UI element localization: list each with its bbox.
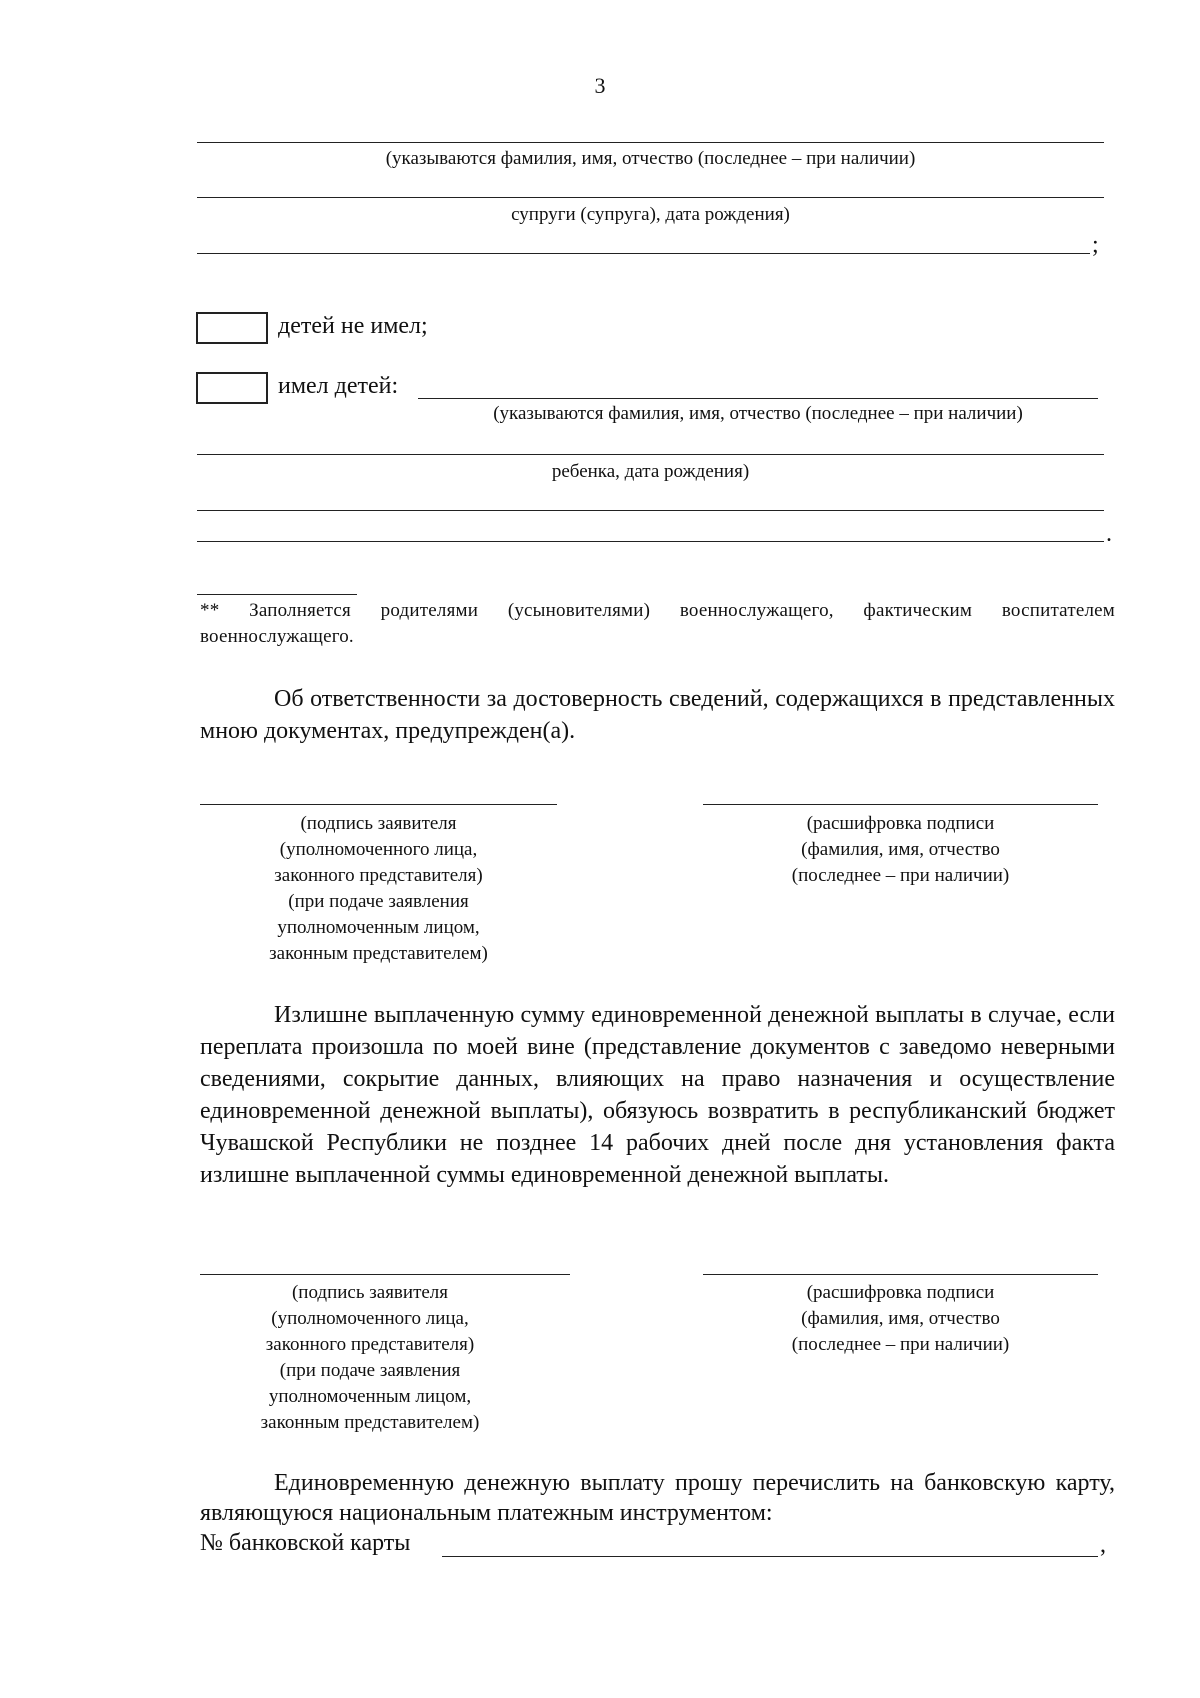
spouse-caption-2: супруги (супруга), дата рождения): [511, 204, 790, 225]
signature-caption-right-2: (расшифровка подписи (фамилия, имя, отчество (последнее – при наличии): [791, 1282, 1010, 1355]
signature-decoding-line-1[interactable]: [703, 804, 1098, 805]
card-number-field[interactable]: [442, 1556, 1098, 1557]
spouse-extra-line[interactable]: [197, 253, 1090, 254]
had-children-label: имел детей:: [278, 373, 399, 399]
children-name-line-2[interactable]: [197, 454, 1104, 455]
page-number: 3: [594, 73, 606, 98]
children-end-mark: .: [1106, 521, 1112, 547]
footnote-separator: [197, 594, 357, 595]
no-children-label: детей не имел;: [278, 313, 428, 339]
spouse-end-mark: ;: [1092, 232, 1099, 258]
bank-request-text: Единовременную денежную выплату прошу перечислить на банковскую карту, являющуюся национальным платежным инструментом:: [200, 1470, 1115, 1526]
spouse-name-line[interactable]: [197, 142, 1104, 143]
children-extra-line-2[interactable]: [197, 541, 1104, 542]
signature-caption-left-2: (подпись заявителя (уполномоченного лица, законного представителя) (при подаче заявления уполномоченным лицом, законным представителем): [260, 1282, 480, 1433]
card-label: № банковской карты: [200, 1530, 411, 1556]
signature-caption-left-1: (подпись заявителя (уполномоченного лица, законного представителя) (при подаче заявления уполномоченным лицом, законным представителем): [269, 813, 488, 964]
children-extra-line-1[interactable]: [197, 510, 1104, 511]
card-end-mark: ,: [1100, 1532, 1106, 1558]
no-children-checkbox[interactable]: [196, 312, 268, 344]
spouse-caption-1: (указываются фамилия, имя, отчество (последнее – при наличии): [385, 148, 916, 169]
signature-decoding-line-2[interactable]: [703, 1274, 1098, 1275]
signature-line-2[interactable]: [200, 1274, 570, 1275]
children-name-line[interactable]: [418, 398, 1098, 399]
overpayment-text: Излишне выплаченную сумму единовременной денежной выплаты в случае, если переплата произошла по моей вине (представление документов с заведомо неверными сведениями, сокрытие данных, влияющих на право назначения и осуществление единовременной денежной выплаты), обязуюсь возвратить в республиканский бюджет Чувашской Республики не позднее 14 рабочих дней после дня установления факта излишне выплаченной суммы единовременной денежной выплаты.: [200, 1002, 1115, 1188]
had-children-checkbox[interactable]: [196, 372, 268, 404]
children-caption-1: (указываются фамилия, имя, отчество (последнее – при наличии): [493, 403, 1023, 424]
responsibility-text: Об ответственности за достоверность сведений, содержащихся в представленных мною документах, предупрежден(а).: [200, 686, 1115, 744]
footnote-text: ** Заполняется родителями (усыновителями) военнослужащего, фактическим воспитателем военнослужащего.: [200, 600, 1115, 647]
spouse-name-line-2[interactable]: [197, 197, 1104, 198]
signature-line-1[interactable]: [200, 804, 557, 805]
children-caption-2: ребенка, дата рождения): [551, 461, 750, 482]
signature-caption-right-1: (расшифровка подписи (фамилия, имя, отчество (последнее – при наличии): [791, 813, 1010, 886]
